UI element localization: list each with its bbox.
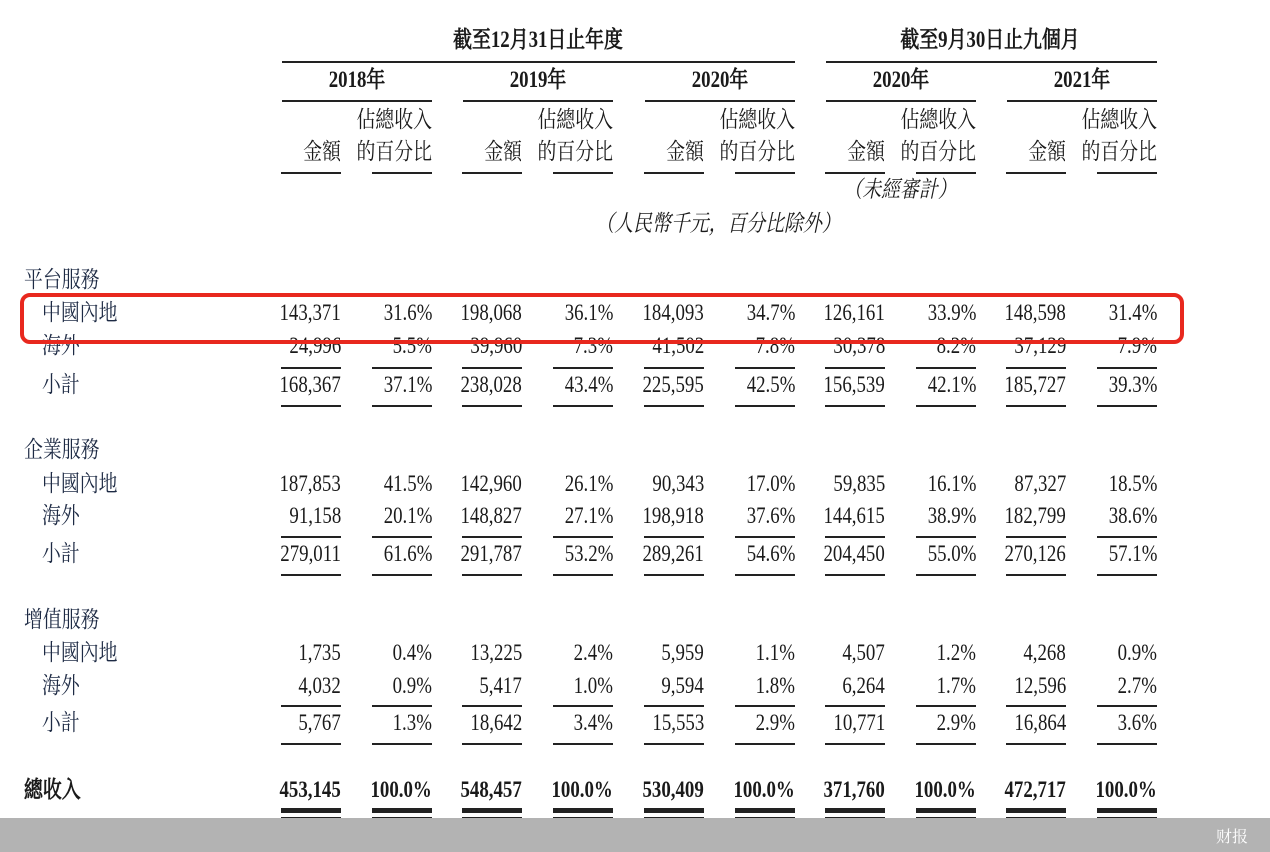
- rule-line: [462, 574, 522, 576]
- percent-cell: 0.4%: [392, 640, 432, 665]
- year-header: 2020年: [691, 67, 749, 92]
- rule-line: [462, 536, 522, 538]
- rule-line: [735, 172, 795, 174]
- percent-cell: 41.5%: [383, 471, 432, 496]
- double-underline: [372, 808, 432, 813]
- watermark-text: 财报: [1215, 827, 1248, 846]
- double-underline: [644, 808, 704, 813]
- percent-column-header: 的百分比: [537, 139, 613, 164]
- rule-line: [735, 705, 795, 707]
- total-percent-cell: 100.0%: [370, 777, 432, 802]
- footer-bar: [0, 818, 1270, 852]
- percent-cell: 27.1%: [564, 503, 613, 528]
- amount-cell: 143,371: [279, 300, 341, 325]
- rule-line: [916, 367, 976, 369]
- percent-cell: 37.1%: [383, 372, 432, 397]
- double-underline: [1097, 808, 1157, 813]
- double-underline: [462, 808, 522, 813]
- percent-column-header: 佔總收入: [719, 107, 795, 132]
- amount-cell: 142,960: [460, 471, 522, 496]
- amount-cell: 15,553: [652, 710, 704, 735]
- amount-cell: 270,126: [1004, 541, 1066, 566]
- row-label: 海外: [42, 673, 80, 698]
- amount-cell: 185,727: [1004, 372, 1066, 397]
- amount-cell: 59,835: [833, 471, 885, 496]
- rule-line: [735, 405, 795, 407]
- amount-column-header: 金額: [484, 139, 522, 164]
- percent-cell: 1.3%: [392, 710, 432, 735]
- section-title: 增值服務: [24, 607, 100, 632]
- total-amount-cell: 453,145: [279, 777, 341, 802]
- amount-cell: 5,417: [479, 673, 522, 698]
- double-underline: [281, 808, 341, 813]
- rule-line: [644, 705, 704, 707]
- percent-cell: 3.6%: [1117, 710, 1157, 735]
- percent-column-header: 佔總收入: [537, 107, 613, 132]
- percent-cell: 53.2%: [564, 541, 613, 566]
- rule-line: [462, 743, 522, 745]
- double-underline: [825, 808, 885, 813]
- amount-cell: 291,787: [460, 541, 522, 566]
- rule-line: [372, 172, 432, 174]
- highlight-box: [20, 293, 1184, 344]
- rule-line: [281, 172, 341, 174]
- percent-cell: 1.0%: [573, 673, 613, 698]
- rule-line: [281, 743, 341, 745]
- percent-cell: 7.8%: [755, 333, 795, 358]
- year-header: 2020年: [872, 67, 930, 92]
- rule-line: [825, 172, 885, 174]
- percent-cell: 0.9%: [1117, 640, 1157, 665]
- amount-cell: 148,598: [1004, 300, 1066, 325]
- amount-cell: 187,853: [279, 471, 341, 496]
- rule-line: [462, 405, 522, 407]
- percent-cell: 43.4%: [564, 372, 613, 397]
- row-label: 中國內地: [42, 300, 118, 325]
- total-percent-cell: 100.0%: [914, 777, 976, 802]
- row-label: 小計: [42, 372, 80, 397]
- rule-line: [825, 743, 885, 745]
- rule-line: [644, 367, 704, 369]
- percent-cell: 2.7%: [1117, 673, 1157, 698]
- rule-line: [462, 172, 522, 174]
- unit-note: （人民幣千元，百分比除外）: [595, 211, 841, 236]
- amount-cell: 148,827: [460, 503, 522, 528]
- percent-cell: 1.7%: [936, 673, 976, 698]
- amount-cell: 5,959: [661, 640, 704, 665]
- percent-column-header: 佔總收入: [900, 107, 976, 132]
- percent-cell: 18.5%: [1108, 471, 1157, 496]
- total-percent-cell: 100.0%: [551, 777, 613, 802]
- rule-line: [553, 405, 613, 407]
- amount-cell: 30,378: [833, 333, 885, 358]
- total-percent-cell: 100.0%: [733, 777, 795, 802]
- rule-line: [1006, 405, 1066, 407]
- group-header-fiscal-year: 截至12月31日止年度: [453, 27, 623, 52]
- rule-line: [644, 405, 704, 407]
- percent-cell: 34.7%: [746, 300, 795, 325]
- rule-line: [825, 405, 885, 407]
- rule-line: [644, 536, 704, 538]
- percent-cell: 7.9%: [1117, 333, 1157, 358]
- percent-column-header: 的百分比: [1081, 139, 1157, 164]
- rule-line: [462, 367, 522, 369]
- year-header: 2021年: [1053, 67, 1111, 92]
- percent-cell: 55.0%: [927, 541, 976, 566]
- rule-line: [462, 705, 522, 707]
- rule-line: [645, 100, 795, 102]
- rule-line: [1097, 172, 1157, 174]
- percent-cell: 17.0%: [746, 471, 795, 496]
- year-header: 2019年: [509, 67, 567, 92]
- amount-cell: 90,343: [652, 471, 704, 496]
- amount-cell: 16,864: [1014, 710, 1066, 735]
- total-amount-cell: 371,760: [823, 777, 885, 802]
- rule-line: [825, 536, 885, 538]
- double-underline: [1006, 808, 1066, 813]
- amount-cell: 13,225: [470, 640, 522, 665]
- amount-cell: 18,642: [470, 710, 522, 735]
- amount-cell: 279,011: [280, 541, 341, 566]
- row-label: 海外: [42, 503, 80, 528]
- percent-cell: 2.9%: [755, 710, 795, 735]
- rule-line: [825, 574, 885, 576]
- amount-column-header: 金額: [303, 139, 341, 164]
- amount-cell: 238,028: [460, 372, 522, 397]
- amount-cell: 225,595: [642, 372, 704, 397]
- amount-cell: 182,799: [1004, 503, 1066, 528]
- rule-line: [553, 574, 613, 576]
- total-amount-cell: 548,457: [460, 777, 522, 802]
- percent-column-header: 佔總收入: [1081, 107, 1157, 132]
- amount-cell: 4,507: [842, 640, 885, 665]
- rule-line: [553, 172, 613, 174]
- section-title: 企業服務: [24, 437, 100, 462]
- rule-line: [916, 536, 976, 538]
- rule-line: [553, 743, 613, 745]
- rule-line: [281, 705, 341, 707]
- rule-line: [372, 536, 432, 538]
- rule-line: [281, 367, 341, 369]
- total-percent-cell: 100.0%: [1095, 777, 1157, 802]
- percent-cell: 54.6%: [746, 541, 795, 566]
- total-amount-cell: 472,717: [1004, 777, 1066, 802]
- rule-line: [735, 367, 795, 369]
- amount-cell: 5,767: [298, 710, 341, 735]
- percent-cell: 31.4%: [1108, 300, 1157, 325]
- rule-line: [916, 743, 976, 745]
- percent-cell: 0.9%: [392, 673, 432, 698]
- rule-line: [372, 705, 432, 707]
- amount-cell: 24,996: [289, 333, 341, 358]
- percent-column-header: 的百分比: [719, 139, 795, 164]
- row-label: 小計: [42, 710, 80, 735]
- percent-cell: 1.8%: [755, 673, 795, 698]
- rule-line: [1097, 367, 1157, 369]
- rule-line: [825, 367, 885, 369]
- percent-cell: 20.1%: [383, 503, 432, 528]
- percent-column-header: 的百分比: [900, 139, 976, 164]
- section-title: 平台服務: [24, 267, 100, 292]
- double-underline: [916, 808, 976, 813]
- double-underline: [553, 808, 613, 813]
- rule-line: [916, 574, 976, 576]
- rule-line: [1006, 743, 1066, 745]
- percent-cell: 1.2%: [936, 640, 976, 665]
- rule-line: [644, 574, 704, 576]
- amount-cell: 198,068: [460, 300, 522, 325]
- percent-cell: 42.1%: [927, 372, 976, 397]
- amount-column-header: 金額: [666, 139, 704, 164]
- total-amount-cell: 530,409: [642, 777, 704, 802]
- percent-cell: 38.6%: [1108, 503, 1157, 528]
- amount-cell: 144,615: [823, 503, 885, 528]
- amount-cell: 126,161: [823, 300, 885, 325]
- row-label: 中國內地: [42, 640, 118, 665]
- percent-cell: 57.1%: [1108, 541, 1157, 566]
- rule-line: [372, 405, 432, 407]
- percent-cell: 37.6%: [746, 503, 795, 528]
- percent-cell: 39.3%: [1108, 372, 1157, 397]
- rule-line: [735, 536, 795, 538]
- amount-cell: 204,450: [823, 541, 885, 566]
- rule-line: [1097, 536, 1157, 538]
- rule-line: [1006, 536, 1066, 538]
- rule-line: [463, 100, 613, 102]
- amount-cell: 198,918: [642, 503, 704, 528]
- rule-line: [372, 367, 432, 369]
- rule-line: [916, 172, 976, 174]
- rule-line: [916, 405, 976, 407]
- amount-cell: 9,594: [661, 673, 704, 698]
- percent-column-header: 的百分比: [356, 139, 432, 164]
- rule-line: [644, 172, 704, 174]
- rule-line: [553, 536, 613, 538]
- row-label: 中國內地: [42, 471, 118, 496]
- rule-line: [1006, 574, 1066, 576]
- percent-cell: 61.6%: [383, 541, 432, 566]
- year-header: 2018年: [328, 67, 386, 92]
- rule-line: [1097, 574, 1157, 576]
- amount-cell: 168,367: [279, 372, 341, 397]
- percent-cell: 2.9%: [936, 710, 976, 735]
- rule-line: [282, 100, 432, 102]
- percent-cell: 33.9%: [927, 300, 976, 325]
- amount-column-header: 金額: [1028, 139, 1066, 164]
- amount-cell: 12,596: [1014, 673, 1066, 698]
- amount-cell: 37,129: [1014, 333, 1066, 358]
- total-label: 總收入: [24, 777, 81, 802]
- amount-cell: 10,771: [833, 710, 885, 735]
- rule-line: [1097, 705, 1157, 707]
- percent-cell: 1.1%: [755, 640, 795, 665]
- amount-cell: 4,268: [1023, 640, 1066, 665]
- rule-line: [372, 574, 432, 576]
- amount-cell: 184,093: [642, 300, 704, 325]
- percent-cell: 38.9%: [927, 503, 976, 528]
- amount-column-header: 金額: [847, 139, 885, 164]
- amount-cell: 39,960: [470, 333, 522, 358]
- row-label: 海外: [42, 333, 80, 358]
- percent-cell: 26.1%: [564, 471, 613, 496]
- amount-cell: 289,261: [642, 541, 704, 566]
- rule-line: [372, 743, 432, 745]
- percent-cell: 2.4%: [573, 640, 613, 665]
- double-underline: [735, 808, 795, 813]
- group-header-nine-months: 截至9月30日止九個月: [900, 27, 1080, 52]
- rule-line: [1007, 100, 1157, 102]
- percent-cell: 8.2%: [936, 333, 976, 358]
- rule-line: [282, 61, 795, 63]
- amount-cell: 87,327: [1014, 471, 1066, 496]
- percent-cell: 3.4%: [573, 710, 613, 735]
- rule-line: [826, 61, 1157, 63]
- row-label: 小計: [42, 541, 80, 566]
- amount-cell: 4,032: [298, 673, 341, 698]
- amount-cell: 6,264: [842, 673, 885, 698]
- rule-line: [1006, 172, 1066, 174]
- percent-cell: 7.3%: [573, 333, 613, 358]
- rule-line: [1097, 405, 1157, 407]
- percent-cell: 36.1%: [564, 300, 613, 325]
- rule-line: [1006, 367, 1066, 369]
- unaudited-note: （未經審計）: [843, 177, 957, 202]
- rule-line: [281, 574, 341, 576]
- rule-line: [553, 705, 613, 707]
- amount-cell: 91,158: [289, 503, 341, 528]
- rule-line: [826, 100, 976, 102]
- rule-line: [553, 367, 613, 369]
- rule-line: [825, 705, 885, 707]
- rule-line: [735, 574, 795, 576]
- rule-line: [1097, 743, 1157, 745]
- rule-line: [644, 743, 704, 745]
- amount-cell: 1,735: [298, 640, 341, 665]
- rule-line: [281, 405, 341, 407]
- percent-cell: 16.1%: [927, 471, 976, 496]
- rule-line: [735, 743, 795, 745]
- rule-line: [916, 705, 976, 707]
- rule-line: [1006, 705, 1066, 707]
- percent-column-header: 佔總收入: [356, 107, 432, 132]
- amount-cell: 41,502: [652, 333, 704, 358]
- percent-cell: 42.5%: [746, 372, 795, 397]
- percent-cell: 31.6%: [383, 300, 432, 325]
- amount-cell: 156,539: [823, 372, 885, 397]
- percent-cell: 5.5%: [392, 333, 432, 358]
- rule-line: [281, 536, 341, 538]
